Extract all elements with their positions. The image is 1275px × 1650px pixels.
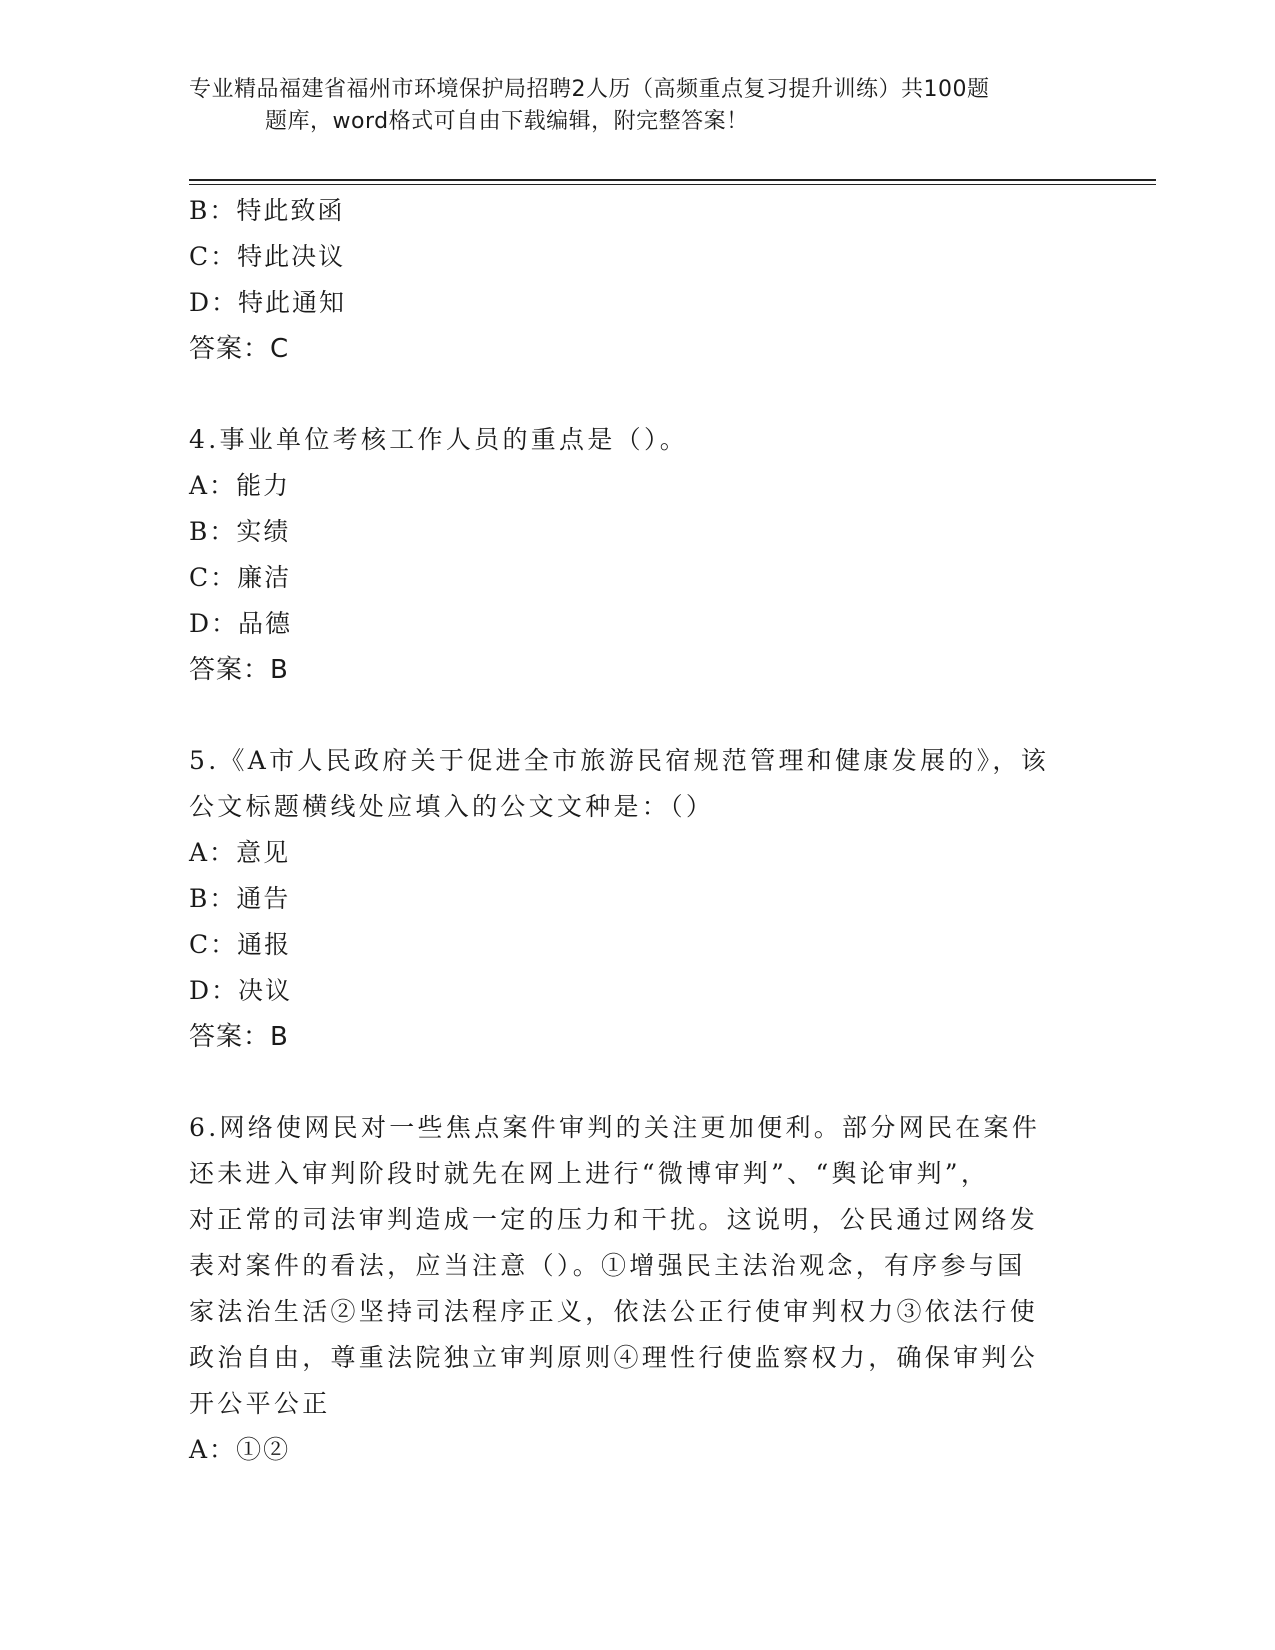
question-text-line: 还未进入审判阶段时就先在网上进行“微博审判”、“舆论审判”， xyxy=(189,1159,990,1188)
option-label: B： xyxy=(189,517,237,546)
option-text: 通报 xyxy=(237,930,292,959)
question-text-line: 公文标题横线处应填入的公文文种是：（） xyxy=(189,792,715,821)
option-label: D： xyxy=(189,976,239,1005)
option-c xyxy=(189,555,1089,601)
option-b xyxy=(189,876,1089,922)
option-a xyxy=(189,830,1089,876)
question-6 xyxy=(189,1105,1089,1427)
question-text-line: 5.《A市人民政府关于促进全市旅游民宿规范管理和健康发展的》，该 xyxy=(189,746,1050,775)
option-label: C： xyxy=(189,242,238,271)
option-text: 特此致函 xyxy=(236,196,345,225)
question-text-line: 对正常的司法审判造成一定的压力和干扰。这说明，公民通过网络发 xyxy=(189,1205,1039,1234)
option-text: 廉洁 xyxy=(237,563,292,592)
option-text: 通告 xyxy=(236,884,291,913)
option-text: 特此通知 xyxy=(238,288,347,317)
option-a xyxy=(189,1427,1089,1473)
question-text-line: 家法治生活②坚持司法程序正义，依法公正行使审判权力③依法行使 xyxy=(189,1297,1039,1326)
option-label: B： xyxy=(189,884,237,913)
option-label: A： xyxy=(189,838,237,867)
option-label: A： xyxy=(189,1435,237,1464)
header-title-line-1: 专业精品福建省福州市环境保护局招聘2人历（高频重点复习提升训练）共100题 xyxy=(189,77,990,102)
header-divider-thick xyxy=(189,179,1156,181)
option-label: B： xyxy=(189,196,237,225)
answer-line: 答案：B xyxy=(189,655,289,685)
option-c xyxy=(189,922,1089,968)
option-c xyxy=(189,234,1089,280)
question-text: 4.事业单位考核工作人员的重点是（）。 xyxy=(189,425,689,454)
option-text: 特此决议 xyxy=(237,242,346,271)
option-text: 品德 xyxy=(238,609,293,638)
option-text: 实绩 xyxy=(236,517,291,546)
option-label: C： xyxy=(189,563,238,592)
option-d xyxy=(189,280,1089,326)
answer-line: 答案：C xyxy=(189,334,290,364)
option-b xyxy=(189,509,1089,555)
question-text-line: 政治自由，尊重法院独立审判原则④理性行使监察权力，确保审判公 xyxy=(189,1343,1039,1372)
option-a xyxy=(189,463,1089,509)
option-text: 决议 xyxy=(238,976,293,1005)
question-text-line: 6.网络使网民对一些焦点案件审判的关注更加便利。部分网民在案件 xyxy=(189,1113,1041,1142)
question-text-line: 表对案件的看法，应当注意（）。①增强民主法治观念，有序参与国 xyxy=(189,1251,1026,1280)
document-body xyxy=(189,188,1089,1473)
document-header xyxy=(189,74,1089,138)
header-title-line-2: 题库，word格式可自由下载编辑，附完整答案！ xyxy=(265,109,749,134)
option-d xyxy=(189,601,1089,647)
option-label: D： xyxy=(189,288,239,317)
option-label: C： xyxy=(189,930,238,959)
option-label: D： xyxy=(189,609,239,638)
option-label: A： xyxy=(189,471,237,500)
question-4 xyxy=(189,417,1089,463)
question-text-line: 开公平公正 xyxy=(189,1389,331,1418)
option-d xyxy=(189,968,1089,1014)
option-text: 意见 xyxy=(236,838,291,867)
question-3-tail xyxy=(189,188,1089,372)
option-text: 能力 xyxy=(236,471,291,500)
question-5 xyxy=(189,738,1089,830)
option-b xyxy=(189,188,1089,234)
option-text: ①② xyxy=(236,1435,291,1464)
answer-line: 答案：B xyxy=(189,1022,289,1052)
header-divider-thin xyxy=(189,184,1156,185)
